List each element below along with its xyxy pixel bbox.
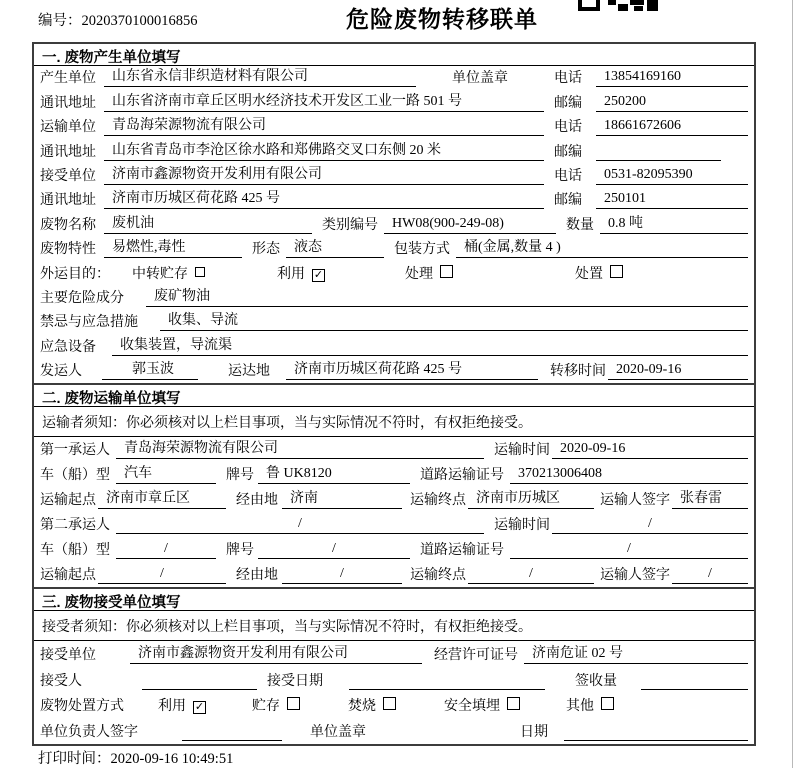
field-label: 运输单位 (40, 120, 96, 136)
field-label: 数量 (566, 217, 594, 233)
field-label: 邮编 (554, 193, 582, 209)
row-route2 (34, 562, 754, 587)
field-label: 应急设备 (40, 339, 96, 355)
field-label: 运输人签字 (600, 493, 670, 509)
field-label: 主要危险成分 (40, 290, 124, 306)
field-label: 电话 (554, 120, 582, 136)
row-taboo-measures (34, 310, 754, 334)
row-receiver (34, 164, 754, 188)
field-label: 运输时间 (494, 518, 550, 534)
row-hazard-component (34, 286, 754, 310)
field-label: 日期 (520, 725, 548, 741)
field-label: 通讯地址 (40, 95, 96, 111)
hazard-value: 废矿物油 (146, 285, 748, 307)
manager-sign-value (182, 723, 282, 741)
print-time-value: 2020-09-16 10:49:51 (110, 751, 234, 767)
option-disposal-landfill (444, 695, 520, 715)
waste-traits-value: 易燃性,毒性 (104, 236, 242, 258)
field-label: 外运目的： (40, 266, 110, 282)
field-label: 牌号 (226, 543, 254, 559)
field-label: 接受单位 (40, 647, 96, 663)
row-transporter (34, 115, 754, 139)
field-label: 废物处置方式 (40, 699, 124, 715)
row-manager-signature (34, 718, 754, 744)
field-label: 接受人 (40, 673, 82, 689)
waste-form-value: 液态 (286, 236, 384, 258)
checkbox-dispose (610, 265, 623, 278)
transporter-value: 青岛海荣源物流有限公司 (104, 114, 544, 136)
waste-name-value: 废机油 (104, 212, 312, 234)
row-producer-address (34, 90, 754, 114)
second-carrier-value: / (116, 516, 484, 534)
receiver-phone-value: 0531-82095390 (596, 167, 748, 185)
checkbox-treat (440, 265, 453, 278)
route1-via-value: 济南 (282, 487, 402, 509)
field-label: 签收量 (575, 673, 617, 689)
transporter-address-value: 山东省青岛市李沧区徐水路和郑佛路交叉口东侧 20 米 (104, 139, 544, 161)
field-label: 电话 (554, 168, 582, 184)
section1-title: 一. 废物产生单位填写 (34, 44, 754, 66)
row-vehicle2 (34, 537, 754, 562)
option-dispose (575, 263, 623, 283)
serial-number (38, 9, 198, 30)
signed-qty-value (641, 672, 748, 690)
field-label: 接受日期 (267, 673, 323, 689)
option-disposal-incinerate (348, 695, 396, 715)
acceptor-value (142, 672, 257, 690)
row-transfer-purpose (34, 261, 754, 285)
scan-page-edge (792, 0, 793, 768)
field-label: 单位负责人签字 (40, 725, 138, 741)
field-label: 运输终点 (410, 568, 466, 584)
manifest-form (32, 42, 756, 746)
row-receiver-address (34, 188, 754, 212)
transporter-zip-value (596, 143, 721, 161)
route2-end-value: / (468, 566, 594, 584)
serial-value: 2020370100016856 (81, 13, 198, 29)
transport-time2-value: / (552, 516, 748, 534)
option-disposal-other (566, 695, 614, 715)
option-label: 处置 (575, 266, 603, 282)
section-producer (32, 42, 756, 385)
waste-pack-value: 桶(金属,数量 4 ) (456, 236, 748, 258)
taboo-value: 收集、导流 (160, 309, 748, 331)
notice-text: 你必须核对以上栏目事项，当与实际情况不符时，有权拒绝接受。 (126, 415, 532, 431)
receiver-address-value: 济南市历城区荷花路 425 号 (104, 187, 544, 209)
seal-date-value (564, 723, 748, 741)
row-first-carrier (34, 437, 754, 462)
page-title: 危险废物转移联单 (346, 6, 538, 32)
checkbox-disposal-storage (287, 697, 300, 710)
producer-address-value: 山东省济南市章丘区明水经济技术开发区工业一路 501 号 (104, 90, 544, 112)
option-label: 焚烧 (348, 699, 376, 715)
transporter-phone-value: 18661672606 (596, 118, 748, 136)
road-permit2-value: / (510, 541, 748, 559)
option-label: 其他 (566, 699, 594, 715)
field-label: 邮编 (554, 95, 582, 111)
field-label: 运输起点 (40, 568, 96, 584)
option-transfer-storage (132, 263, 205, 283)
field-label: 发运人 (40, 364, 82, 380)
notice-text: 你必须核对以上栏目事项，当与实际情况不符时，有权拒绝接受。 (126, 619, 532, 635)
plate2-value: / (258, 541, 410, 559)
checkbox-disposal-utilize: ✓ (194, 700, 205, 714)
vehicle2-value: / (116, 541, 216, 559)
option-treat (405, 263, 453, 283)
license-value: 济南危证 02 号 (524, 642, 748, 664)
vehicle1-value: 汽车 (116, 462, 216, 484)
sender-value: 郭玉波 (102, 358, 198, 380)
row-waste-traits (34, 237, 754, 261)
section2-title: 二. 废物运输单位填写 (34, 385, 754, 407)
row-disposal-method (34, 693, 754, 719)
seal-label: 单位盖章 (452, 71, 508, 87)
field-label: 电话 (554, 71, 582, 87)
field-label: 运输人签字 (600, 568, 670, 584)
route2-sign-value: / (672, 566, 748, 584)
field-label: 通讯地址 (40, 144, 96, 160)
option-utilize (277, 263, 325, 283)
row-sender (34, 359, 754, 383)
field-label: 车（船）型 (40, 543, 110, 559)
field-label: 通讯地址 (40, 193, 96, 209)
option-label: 利用 (158, 699, 186, 715)
field-label: 车（船）型 (40, 468, 110, 484)
destination-value: 济南市历城区荷花路 425 号 (286, 358, 538, 380)
row-producer (34, 66, 754, 90)
option-label: 安全填埋 (444, 699, 500, 715)
producer-phone-value: 13854169160 (596, 69, 748, 87)
notice-label: 运输者须知： (42, 415, 126, 431)
route1-start-value: 济南市章丘区 (98, 487, 226, 509)
field-label: 第一承运人 (40, 443, 110, 459)
field-label: 废物特性 (40, 242, 96, 258)
option-label: 利用 (277, 266, 305, 282)
print-time-label: 打印时间： (38, 751, 111, 767)
field-label: 牌号 (226, 468, 254, 484)
road-permit1-value: 370213006408 (510, 466, 748, 484)
row-waste-name (34, 212, 754, 236)
receiver-value: 济南市鑫源物资开发利用有限公司 (104, 163, 544, 185)
row-accept-unit (34, 641, 754, 667)
field-label: 运输起点 (40, 493, 96, 509)
first-carrier-value: 青岛海荣源物流有限公司 (116, 437, 484, 459)
waste-qty-value: 0.8 吨 (600, 212, 748, 234)
field-label: 转移时间 (550, 364, 606, 380)
transfer-time-value: 2020-09-16 (608, 362, 748, 380)
accept-date-value (349, 672, 545, 690)
section-transport (32, 385, 756, 589)
field-label: 废物名称 (40, 217, 96, 233)
accept-unit-value: 济南市鑫源物资开发利用有限公司 (130, 642, 422, 664)
checkbox-transfer-storage (195, 267, 205, 277)
option-label: 处理 (405, 266, 433, 282)
producer-value: 山东省永信非织造材料有限公司 (104, 65, 416, 87)
qr-code-fragment-icon (578, 0, 658, 16)
print-time (38, 747, 233, 768)
field-label: 经由地 (236, 493, 278, 509)
field-label: 接受单位 (40, 168, 96, 184)
route2-via-value: / (282, 566, 402, 584)
field-label: 产生单位 (40, 71, 96, 87)
producer-zip-value: 250200 (596, 94, 748, 112)
checkbox-disposal-landfill (507, 697, 520, 710)
field-label: 邮编 (554, 144, 582, 160)
row-route1 (34, 487, 754, 512)
field-label: 道路运输证号 (420, 468, 504, 484)
field-label: 道路运输证号 (420, 543, 504, 559)
field-label: 运输时间 (494, 443, 550, 459)
waste-code-value: HW08(900-249-08) (384, 216, 556, 234)
row-transporter-address (34, 139, 754, 163)
serial-label: 编号： (38, 13, 82, 29)
plate1-value: 鲁 UK8120 (258, 462, 410, 484)
row-acceptor (34, 667, 754, 693)
row-emergency-equipment (34, 334, 754, 358)
section3-title: 三. 废物接受单位填写 (34, 589, 754, 611)
section-acceptance (32, 589, 756, 746)
route1-end-value: 济南市历城区 (468, 487, 594, 509)
field-label: 禁忌与应急措施 (40, 315, 138, 331)
field-label: 运输终点 (410, 493, 466, 509)
field-label: 经由地 (236, 568, 278, 584)
row-second-carrier (34, 512, 754, 537)
option-label: 贮存 (252, 699, 280, 715)
transporter-notice (34, 407, 754, 437)
row-vehicle1 (34, 462, 754, 487)
option-label: 中转贮存 (132, 266, 188, 282)
seal-label: 单位盖章 (310, 725, 366, 741)
route2-start-value: / (98, 566, 226, 584)
field-label: 包装方式 (394, 242, 450, 258)
option-disposal-storage (252, 695, 300, 715)
field-label: 形态 (252, 242, 280, 258)
field-label: 运达地 (228, 364, 270, 380)
checkbox-utilize: ✓ (313, 267, 324, 281)
notice-label: 接受者须知： (42, 619, 126, 635)
transport-time1-value: 2020-09-16 (552, 441, 748, 459)
acceptor-notice (34, 611, 754, 641)
field-label: 类别编号 (322, 217, 378, 233)
field-label: 经营许可证号 (434, 647, 518, 663)
checkbox-disposal-incinerate (383, 697, 396, 710)
equipment-value: 收集装置，导流渠 (112, 334, 748, 356)
route1-sign-value: 张春雷 (672, 487, 748, 509)
checkbox-disposal-other (601, 697, 614, 710)
option-disposal-utilize (158, 695, 206, 715)
receiver-zip-value: 250101 (596, 191, 748, 209)
field-label: 第二承运人 (40, 518, 110, 534)
